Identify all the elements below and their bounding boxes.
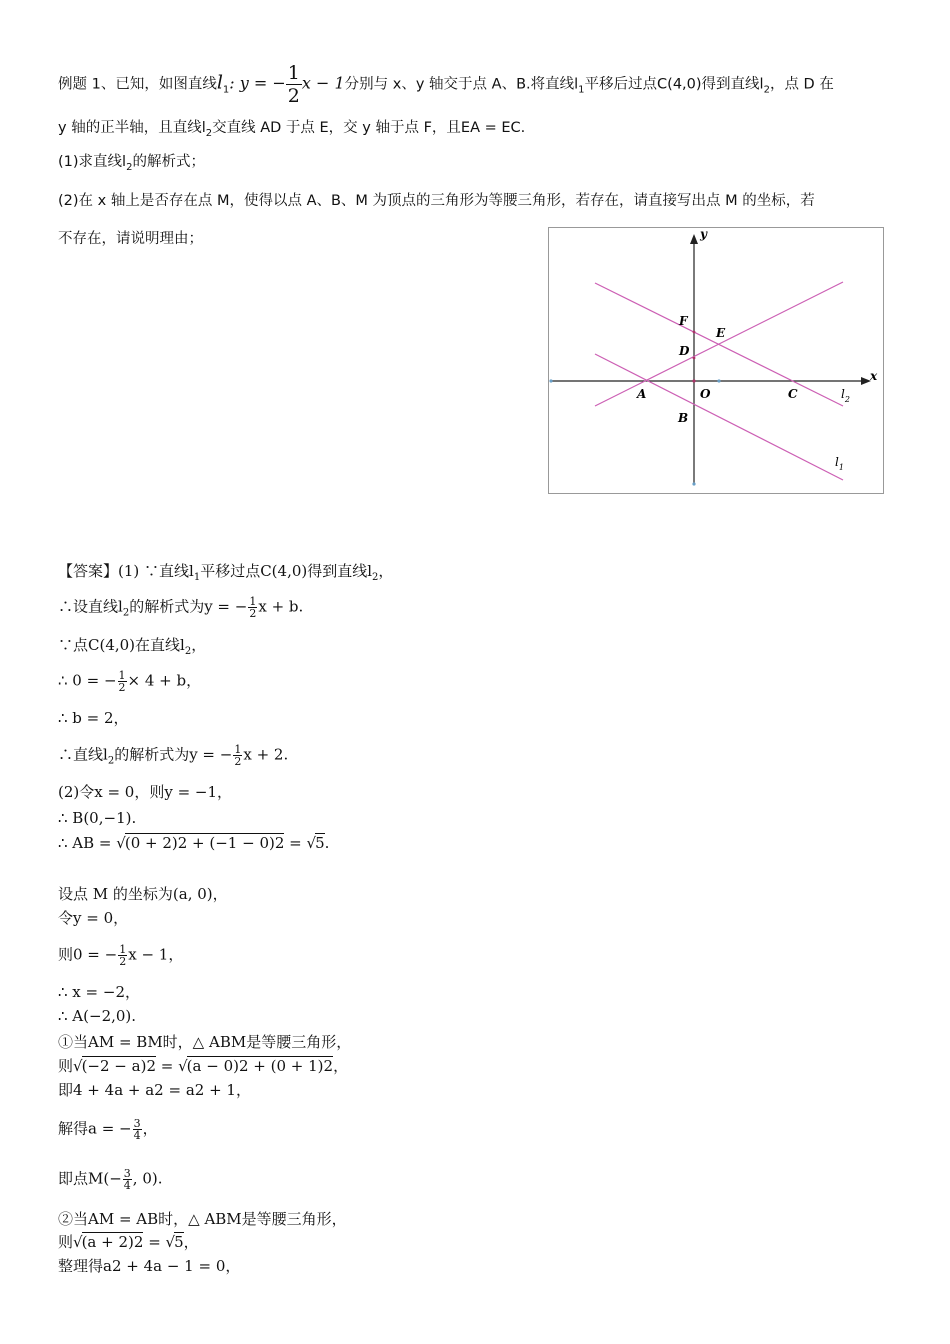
fraction: [118, 670, 127, 693]
equation-part: x − 1: [301, 73, 345, 93]
answer-line-17: [58, 1080, 251, 1100]
fraction: [233, 744, 242, 767]
subscript: 2: [205, 127, 213, 139]
point-marker: [692, 482, 695, 485]
label-l2: [841, 387, 850, 404]
problem-text: y 轴的正半轴，且直线l: [58, 120, 206, 136]
subscript: 2: [122, 607, 130, 619]
line-l1: [595, 354, 843, 480]
answer-text: 整理得a2 + 4a − 1 = 0，: [58, 1257, 241, 1275]
answer-text: ∴直线l: [58, 745, 108, 764]
answer-line-19: [58, 1168, 162, 1191]
answer-text: ∵点C(4,0)在直线l: [58, 636, 185, 654]
answer-text: ∴ 0 = −: [58, 671, 117, 690]
label-F: F: [679, 314, 688, 328]
answer-text: , 0).: [132, 1169, 163, 1188]
problem-line-1: [58, 62, 834, 108]
problem-text: 交直线 AD 于点 E，交 y 轴于点 F，且EA = EC.: [212, 120, 526, 136]
answer-line-3: [58, 635, 206, 662]
label-l1-sub: 1: [838, 463, 844, 472]
point-marker: [693, 357, 696, 360]
subscript: 2: [763, 84, 770, 96]
answer-text: ②当AM = AB时，△ ABM是等腰三角形，: [58, 1210, 347, 1228]
answer-line-10: [58, 884, 228, 904]
label-A: A: [637, 387, 647, 401]
subscript: 1: [222, 84, 230, 96]
numerator: 1: [287, 62, 300, 84]
point-marker: [692, 379, 695, 382]
label-l1-name: l: [835, 455, 839, 469]
line-l1-name: l: [216, 71, 223, 94]
answer-line-22: [58, 1256, 240, 1276]
numerator: 1: [119, 943, 127, 956]
problem-text: ，点 D 在: [769, 76, 834, 93]
denominator: 4: [123, 1179, 131, 1192]
answer-text: 则: [58, 1057, 74, 1075]
problem-text: 不存在，请说明理由；: [58, 231, 203, 247]
answer-text: 的解析式为y = −: [114, 745, 233, 764]
label-l1: [835, 455, 844, 472]
fraction: [286, 62, 302, 107]
answer-line-8: [58, 808, 136, 828]
fraction: [133, 1118, 142, 1141]
radicand: (−2 − a)2: [81, 1057, 156, 1075]
answer-line-18: [58, 1118, 158, 1141]
answer-text: =: [143, 1233, 166, 1251]
answer-text: 令y = 0，: [58, 909, 129, 927]
numerator: 1: [118, 669, 126, 682]
answer-text: .: [324, 834, 330, 852]
radicand: (a + 2)2: [81, 1233, 144, 1251]
answer-text: ∴ A(−2,0).: [58, 1007, 137, 1025]
answer-text: 的解析式为y = −: [129, 597, 248, 616]
answer-text: × 4 + b，: [127, 671, 202, 690]
answer-line-6: [58, 744, 288, 772]
point-marker: [549, 379, 552, 382]
figure-svg: [549, 228, 883, 493]
problem-text: 的解析式；: [132, 154, 205, 170]
radicand: 5: [315, 834, 325, 852]
answer-text: ∴设直线l: [58, 597, 123, 616]
problem-text: 例题 1、已知，如图直线: [58, 76, 217, 93]
denominator: 2: [249, 607, 257, 620]
answer-text: ，: [333, 1057, 349, 1075]
y-axis-arrow: [690, 234, 698, 244]
answer-text: ∴ AB =: [58, 834, 117, 852]
answer-line-12: [58, 944, 183, 967]
question-1: [58, 152, 205, 178]
denominator: 2: [118, 681, 126, 694]
label-E: E: [716, 326, 726, 340]
answer-text: 【答案】(1) ∵直线l: [58, 562, 194, 580]
subscript: 2: [184, 646, 192, 657]
numerator: 1: [249, 595, 257, 608]
answer-line-2: [58, 596, 303, 624]
answer-line-1: [58, 561, 393, 588]
problem-text: (2)在 x 轴上是否存在点 M，使得以点 A、B、M 为顶点的三角形为等腰三角形，若存在，请直接写出点 M 的坐标，若: [58, 193, 815, 209]
subscript: 2: [126, 161, 133, 173]
fraction: [118, 944, 127, 967]
answer-text: 平移过点C(4,0)得到直线l: [200, 562, 373, 580]
problem-text: 平移后过点C(4,0)得到直线l: [584, 76, 764, 93]
answer-line-11: [58, 908, 128, 928]
answer-line-20: [58, 1209, 347, 1229]
answer-text: ∴ b = 2，: [58, 709, 129, 727]
answer-text: 解得a = −: [58, 1119, 132, 1138]
problem-line-2: [58, 118, 525, 144]
numerator: 1: [234, 743, 242, 756]
subscript: 1: [578, 84, 585, 96]
problem-text: 分别与 x、y 轴交于点 A、B.将直线l: [344, 76, 579, 93]
answer-text: =: [284, 834, 307, 852]
answer-line-9: ∴ AB = √(0 + 2)2 + (−1 − 0)2 = √5.: [58, 834, 330, 852]
radicand: (a − 0)2 + (0 + 1)2: [186, 1057, 334, 1075]
denominator: 2: [234, 755, 242, 768]
question-2: [58, 191, 815, 211]
question-2-cont: [58, 229, 203, 249]
answer-text: 即点M(−: [58, 1169, 122, 1188]
denominator: 2: [287, 85, 300, 107]
radicand: (0 + 2)2 + (−1 − 0)2: [124, 834, 285, 852]
problem-text: (1)求直线l: [58, 154, 127, 170]
numerator: 3: [133, 1117, 141, 1130]
answer-text: ，: [142, 1119, 158, 1138]
label-y: y: [700, 228, 707, 241]
subscript: 2: [372, 572, 379, 583]
answer-text: x + 2.: [243, 745, 289, 764]
equation-part: : y = −: [229, 73, 286, 93]
answer-text: ∴ B(0,−1).: [58, 809, 137, 827]
label-B: B: [678, 411, 689, 425]
answer-text: ∴ x = −2，: [58, 983, 140, 1001]
answer-line-13: [58, 982, 140, 1002]
answer-text: 设点 M 的坐标为(a, 0)，: [58, 885, 228, 903]
answer-text: 则: [58, 1233, 74, 1251]
radicand: 5: [174, 1233, 184, 1251]
answer-text: ，: [191, 636, 207, 654]
label-C: C: [788, 387, 798, 401]
subscript: 1: [193, 572, 201, 583]
label-O: O: [700, 387, 711, 401]
answer-line-21: 则√(a + 2)2 = √5，: [58, 1233, 199, 1251]
point-marker: [693, 331, 696, 334]
point-marker: [717, 379, 720, 382]
answer-line-4: [58, 670, 201, 693]
answer-text: 则0 = −: [58, 945, 118, 964]
answer-text: ①当AM = BM时，△ ABM是等腰三角形，: [58, 1033, 352, 1051]
fraction: [123, 1168, 132, 1191]
answer-line-7: [58, 782, 232, 802]
subscript: 2: [107, 755, 115, 767]
label-x: x: [870, 369, 878, 383]
label-D: D: [679, 344, 690, 358]
fraction: [248, 596, 257, 619]
answer-line-14: [58, 1006, 136, 1026]
label-l2-sub: 2: [844, 395, 850, 404]
answer-text: =: [156, 1057, 179, 1075]
numerator: 3: [123, 1167, 131, 1180]
label-l2-name: l: [841, 387, 845, 401]
coordinate-figure: [548, 227, 884, 494]
answer-text: ，: [183, 1233, 199, 1251]
answer-text: ，: [378, 562, 394, 580]
answer-line-5: [58, 708, 129, 728]
denominator: 2: [119, 955, 127, 968]
answer-line-16: 则√(−2 − a)2 = √(a − 0)2 + (0 + 1)2，: [58, 1057, 349, 1075]
answer-text: x + b.: [258, 597, 304, 616]
denominator: 4: [133, 1129, 141, 1142]
answer-line-15: [58, 1032, 351, 1052]
answer-text: 即4 + 4a + a2 = a2 + 1，: [58, 1081, 251, 1099]
answer-text: (2)令x = 0，则y = −1，: [58, 783, 233, 801]
answer-text: x − 1，: [128, 945, 184, 964]
